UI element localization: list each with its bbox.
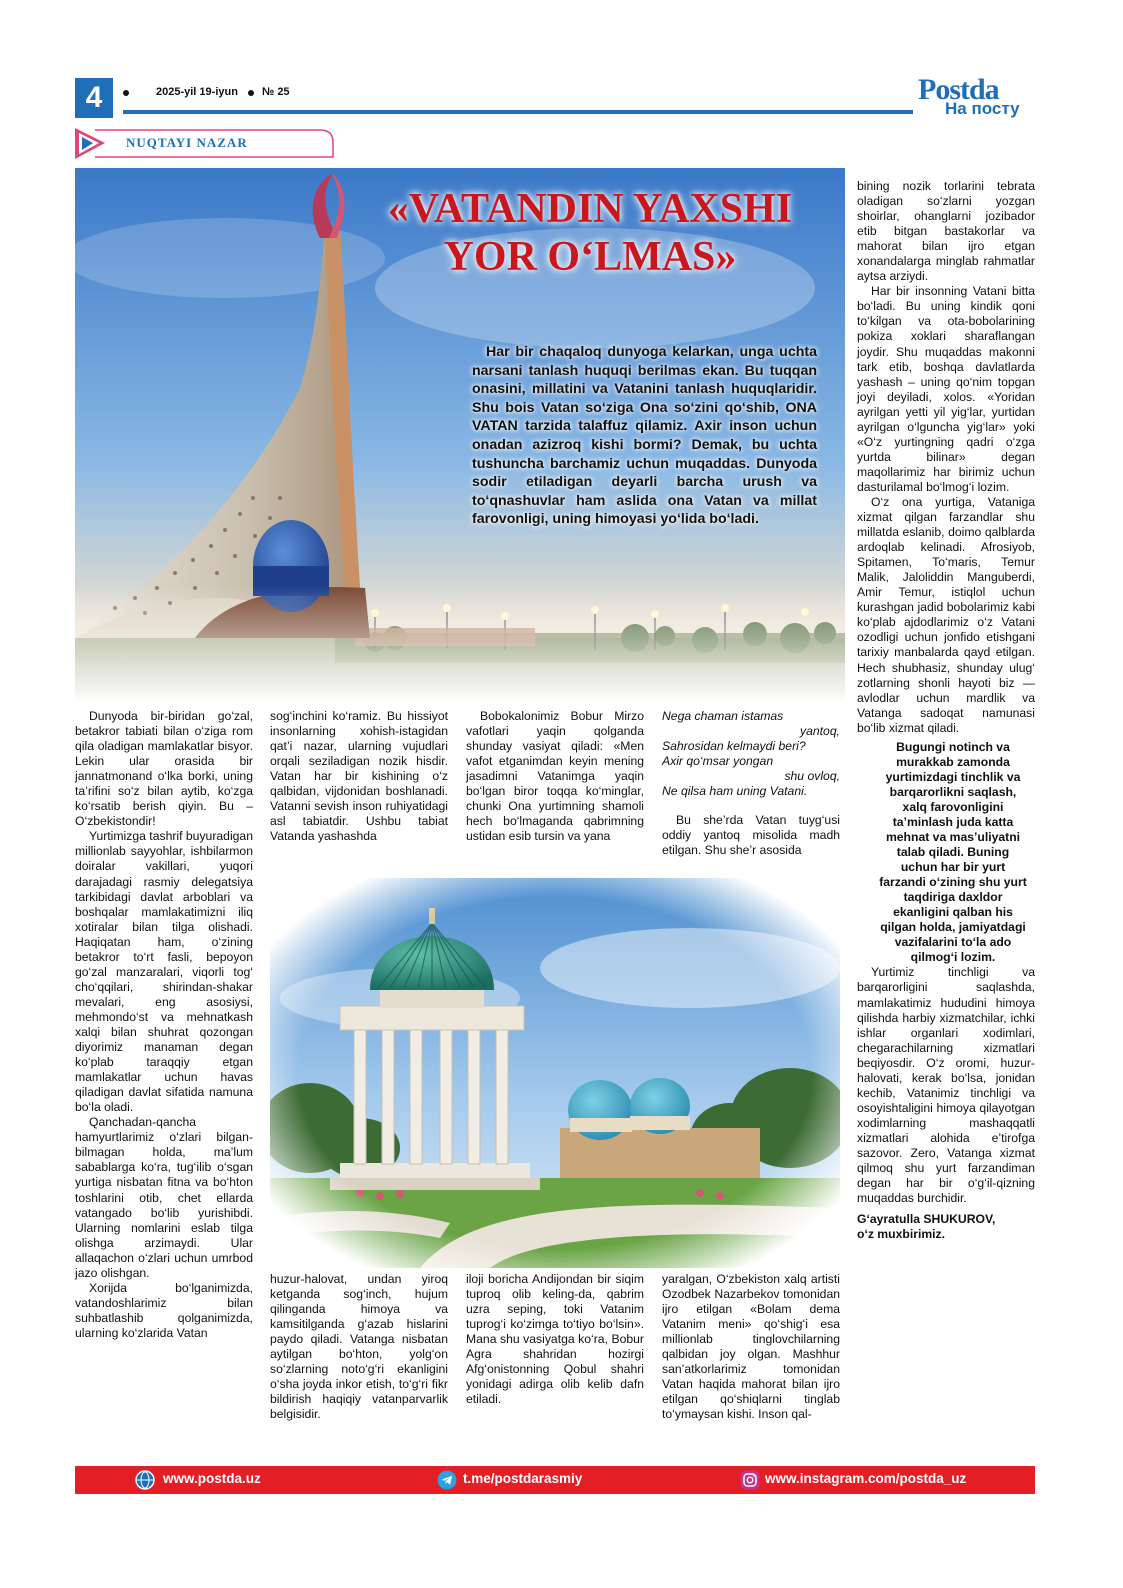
page-number: 4: [75, 78, 113, 118]
paragraph: Yurtimizga tashrif buyuradigan millionlab sayyohlar, ishbilarmon doiralar vakillari, yuqori darajadagi rasmiy delegatsiya tarkibidagi davlat arboblari va boshqalar mamlakatimizni iliq xotiralar bilan tilga olishadi. Haqiqatan ham, o‘zining betakror to‘rt fasli, bepoyon go‘zal manzaralari, viqorli tog‘ cho‘qqilari, shirindan-shakar mevalari, eng asosiysi, mehmondo‘st va mehnatkash xalqi bilan shuhrat qozongan diyorimiz manaman degan ko‘plab taraqqiy etgan mamlakatlar uchun havas qiladigan davlat sifatida namuna bo‘la oladi.: [75, 829, 253, 1115]
instagram-link[interactable]: www.instagram.com/postda_uz: [765, 1471, 967, 1486]
header-rule: [123, 110, 913, 114]
article-headline: [340, 185, 840, 281]
paragraph: huzur-halovat, undan yiroq ketganda sog‘inch, hujum qilinganda himoya va kamsitilganda g‘azab hislarini paydo qiladi. Vatanga nisbatan aytilgan bo‘hton, yolg‘on so‘zlarning noto‘g‘ri ekanligini o‘sha joyda inkor etish, to‘g‘ri fikr bildirish haqiqiy vatanparvarlik belgisidir.: [270, 1272, 448, 1422]
newspaper-logo: Postda: [918, 73, 999, 106]
paragraph: Dunyoda bir-biridan go‘zal, betakror tabiati bilan o‘ziga rom qila oladigan mamlakatlar bisyor. Lekin ular orasida bir jannatmonand o‘lka borki, uning ta’rifini so‘z bilan aytib, ko‘zga ko‘rsatib berish qiyin. Bu – O‘zbekistondir!: [75, 709, 253, 829]
verse-line: Axir qo‘msar yongan: [662, 754, 774, 769]
website-link[interactable]: www.postda.uz: [163, 1471, 261, 1486]
paragraph: Bobokalonimiz Bobur Mirzo vafotlari yaqin qolganda shunday vasiyat qiladi: «Men vafot etganimdan keyin mening jasadimni Vatanimga yaqin bo‘lgan biror toqqa ko‘minglar, chunki Ona yurtimning shamoli hech bo‘lmaganda qabrimning ustidan esib tursin va yana: [466, 709, 644, 844]
telegram-icon: [437, 1470, 457, 1490]
column-3-top: [466, 709, 644, 844]
column-4-bottom: [662, 1272, 840, 1422]
author-name: G‘ayratulla SHUKUROV,: [857, 1212, 996, 1227]
verse-line: yantoq,: [800, 724, 840, 739]
column-1: [75, 709, 253, 1341]
newspaper-logo-sub: На посту: [945, 99, 1020, 118]
issue-number: № 25: [262, 86, 290, 98]
verse-line: Sahrosidan kelmaydi beri?: [662, 739, 806, 754]
column-2-top: [270, 709, 448, 844]
paragraph: Har bir insonning Vatani bitta bo‘ladi. Bu uning kindik qoni to‘kilgan va ota-bobolarining pokiza xoklari sharaflangan joydir. Shu muqaddas makonni tark etib, boshqa davlatlarda yashash – uning qo‘nim topgan joyi deyiladi, xolos. «Yoridan ayrilgan yetti yil yig‘lar, yurtidan ayrilgan o‘lguncha yig‘lar» yoki «O‘z yurtingning qadri o‘zga yurtda bilinar» degan maqollarimiz har birimiz uchun dasturilamal bo‘lmog‘i lozim.: [857, 284, 1035, 494]
paragraph: Yurtimiz tinchligi va barqarorligini saqlashda, mamlakatimiz hududini himoya qilishda harbiy xizmatchilar, ichki ishlar organlari xodimlari, chegarachilarning xizmatlari beqiyosdir. O‘z oromi, huzur-halovati, kerak bo‘lsa, jonidan kechib, Vatanimiz tinchligi va osoyishtaligini himoya qilayotgan xodimlarning mashaqqatli xizmatlari alohida e’tirofga sazovor. Zero, Vatanga xizmat qilmoq shu yurt farzandiman degan har bir o‘g‘il-qizning muqaddas burchidir.: [857, 965, 1035, 1206]
paragraph: Bu she’rda Vatan tuyg‘usi oddiy yantoq misolida madh etilgan. Shu she’r asosida: [662, 813, 840, 858]
column-5: [857, 179, 1035, 1242]
headline-line-1: «VATANDIN YAXSHI: [387, 186, 793, 232]
author-role: o‘z muxbirimiz.: [857, 1227, 946, 1242]
column-2-bottom: [270, 1272, 448, 1422]
poem-verse: [662, 709, 840, 799]
globe-icon: [135, 1470, 155, 1490]
paragraph: O‘z ona yurtiga, Vataniga xizmat qilgan farzandlar shu millatda eslanib, doimo qalblarda ardoqlab kelinadi. Afrosiyob, Spitamen, To‘maris, Temur Malik, Jaloliddin Manguberdi, Amir Temur, istiqlol uchun kurashgan jadid bobolarimiz kabi ko‘plab ajdodlarimiz o‘z Vatani ozodligi uchun jonfido etishgani tarixiy manbalarda qayd etilgan. Hech shubhasiz, shunday ulug‘ zotlarning shonli hayoti biz — avlodlar uchun mardlik va Vatanga sadoqat namunasi bo‘lib xizmat qiladi.: [857, 494, 1035, 735]
column-4-top: [662, 709, 840, 858]
headline-line-2: YOR O‘LMAS»: [443, 234, 737, 280]
verse-line: shu ovloq,: [784, 769, 840, 784]
paragraph: Xorijda bo‘lganimizda, vatandoshlarimiz bilan suhbatlashib qolganimizda, ularning ko‘zlarida Vatan: [75, 1280, 253, 1340]
column-3-bottom: [466, 1272, 644, 1407]
verse-line: Ne qilsa ham uning Vatani.: [662, 784, 808, 799]
rubric-label: NUQTAYI NAZAR: [126, 135, 248, 150]
paragraph: iloji boricha Andijondan bir siqim tuproq olib keling-da, qabrim uzra seping, toki Vatanim tuprog‘i ko‘zimga to‘tiyo bo‘lsin». Mana shu vasiyatga ko‘ra, Bobur Agra shahridan hozirgi Afg‘onistonning Qobul shahri yonidagi adirga olib kelib dafn etiladi.: [466, 1272, 644, 1407]
paragraph: Qanchadan-qancha hamyurtlarimiz o‘zlari bilgan-bilmagan holda, ma’lum sabablarga ko‘ra, tug‘ilib o‘sgan yurtiga nisbatan fitna va bo‘hton toshlarini otib, chet ellarda vatangado bo‘lib yurishibdi. Ularning nomlarini eslab tilga olishga arzimaydi. Ular allaqachon o‘zlari uchun umrbod jazo olishgan.: [75, 1115, 253, 1280]
footer-bar: [75, 1466, 1035, 1494]
memorial-photo: [270, 878, 840, 1268]
bullet-icon: [123, 90, 129, 96]
lead-paragraph: [472, 343, 817, 529]
paragraph: sog‘inchini ko‘ramiz. Bu hissiyot insonlarning xohish-istagidan qat’i nazar, ularning vujudlari orqali seziladigan nozik hisdir. Vatan har bir kishining o‘z qalbidan, vijdonidan boshlanadi. Vatanni sevish inson ruhiyatidagi asl tabiatdir. Ushbu tabiat Vatanda yashashda: [270, 709, 448, 844]
issue-date: 2025-yil 19-iyun: [156, 86, 238, 98]
verse-line: Nega chaman istamas: [662, 709, 784, 723]
telegram-link[interactable]: t.me/postdarasmiy: [463, 1471, 583, 1486]
bullet-icon: [248, 90, 254, 96]
highlighted-paragraph: Bugungi notinch va murakkab zamonda yurtimizdagi tinchlik va barqarorlikni saqlash, xalq farovonligini ta’minlash juda katta mehnat va mas’uliyatni talab qiladi. Buning uchun har bir yurt farzandi o‘zining shu yurt taqdiriga daxldor ekanligini qalban his qilgan holda, jamiyatdagi vazifalarini to‘la ado qilmog‘i lozim.: [879, 739, 1027, 965]
paragraph: bining nozik torlarini tebrata oladigan so‘zlarni yozgan shoirlar, ohanglarni jozibador etib bitgan bastakorlar va mahorat bilan ijro etgan xonandalarga minglab rahmatlar aytsa arziydi.: [857, 179, 1035, 284]
instagram-icon: [740, 1470, 760, 1490]
lead-text: Har bir chaqaloq dunyoga kelarkan, unga uchta narsani tanlash huquqi berilmas ekan. Bu tuqqan onasini, millatini va Vatanini tanlash huquqlaridir. Shu bois Vatan so‘ziga Ona so‘zini qo‘shib, ONA VATAN tarzida talaffuz qilamiz. Axir inson uchun onadan azizroq kishi bormi? Demak, bu uchta tushuncha barchamiz uchun muqaddas. Dunyoda sodir etiladigan deyarli barcha urush va to‘qnashuvlar ham aslida ona Vatan va millat farovonligi, uning himoyasi yo‘lida bo‘ladi.: [472, 344, 817, 528]
paragraph: yaralgan, O‘zbekiston xalq artisti Ozodbek Nazarbekov tomonidan ijro etilgan «Bolam dema Vatanim meni» qo‘shig‘i esa millionlab tinglovchilarning qalbidan joy olgan. Mashhur san’atkorlarimiz tomonidan Vatan haqida mahorat bilan ijro etilgan qo‘shiqlarni tinglab to‘ymaysan kishi. Inson qal-: [662, 1272, 840, 1422]
